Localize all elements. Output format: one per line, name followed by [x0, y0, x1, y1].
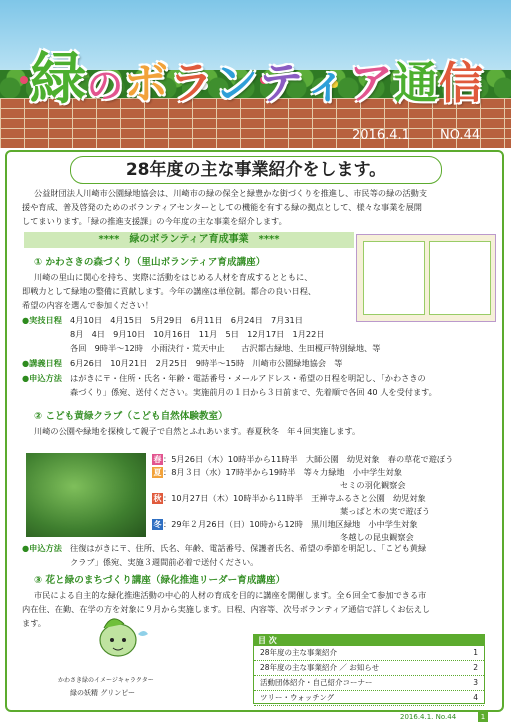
season-badge: 秋 — [153, 494, 162, 503]
session-row — [152, 465, 402, 479]
intro-line: してまいります。「緑の推進支援課」の今年度の主な事業を紹介します。 — [22, 216, 287, 226]
practice-label: ●実技日程 — [22, 315, 62, 325]
title-char: 緑 — [30, 47, 87, 112]
page-number: 1 — [478, 712, 488, 722]
section-heading: ② こども黄緑クラブ（こども自然体験教室） — [34, 411, 228, 422]
intro-line: 公益財団法人川崎市公園緑地協会は、川崎市の緑の保全と緑豊かな街づくりを推進し、市民等の緑の活動支 — [34, 188, 428, 198]
toc-label: ツリー・ウォッチング — [260, 693, 335, 702]
title-char: ィ — [304, 58, 350, 109]
session-row — [152, 452, 453, 466]
mascot-illustration — [78, 610, 158, 680]
toc-page: 3 — [473, 678, 478, 687]
apply-line: はがきに〒・住所・氏名・年齢・電話番号・メールアドレス・希望の日程を明記し、「かわさきの — [70, 373, 426, 383]
title-char: ン — [214, 58, 260, 109]
toc-title: 目 次 — [254, 635, 484, 646]
body-line: 川崎の公園や緑地を探検して親子で自然とふれあいます。春夏秋冬 年４回実施します。 — [34, 426, 361, 436]
wing-icon — [138, 631, 148, 636]
session-text: 葉っぱと木の実で遊ぼう — [340, 506, 431, 516]
title-char: テ — [259, 58, 305, 109]
body-line: 川崎の里山に関心を持ち、実際に活動をはじめる人材を育成するとともに、 — [34, 272, 313, 282]
mascot-caption: 緑の妖精 グリンピー — [70, 689, 135, 697]
season-badge: 夏 — [153, 468, 162, 477]
title-char: ア — [349, 58, 395, 109]
section-heading: ③ 花と緑のまちづくり講座（緑化推進リーダー育成講座） — [34, 575, 286, 586]
session-text: 冬越しの昆虫観察会 — [340, 532, 414, 542]
issue-number: NO.44 — [440, 128, 481, 143]
flower-decoration — [20, 76, 28, 84]
session-text: ：5月26日（木）10時半から11時半 大師公園 幼児対象 春の草花で遊ぼう — [163, 454, 454, 464]
mascot-eye — [110, 638, 114, 642]
session-text: ：29年２月26日（日）10時から12時 黒川地区緑地 小中学生対象 — [163, 519, 418, 529]
session-row — [340, 478, 406, 492]
toc-rows — [254, 646, 484, 706]
apply-label: ●申込方法 — [22, 543, 62, 553]
masthead-banner — [0, 0, 511, 148]
toc-label: 28年度の主な事業紹介 — [260, 648, 338, 657]
flyer-page-icon — [363, 241, 425, 315]
mascot-caption: かわさき緑のイメージキャラクター — [58, 677, 154, 684]
mascot-eye — [122, 638, 126, 642]
toc-row[interactable] — [254, 646, 484, 661]
children-nature-photo — [26, 453, 146, 537]
toc-row[interactable] — [254, 676, 484, 691]
session-row — [152, 517, 418, 531]
lecture-label: ●講義日程 — [22, 358, 62, 368]
season-badge: 冬 — [153, 520, 162, 529]
apply-line: 往復はがきに〒、住所、氏名、年齢、電話番号、保護者氏名、希望の季節を明記し、「こども黄緑 — [70, 543, 427, 553]
issue-date: 2016.4.1 — [352, 128, 410, 143]
body-line: 希望の内容を選んで参加ください！ — [22, 300, 154, 310]
toc-row[interactable] — [254, 691, 484, 706]
intro-line: 援や育成、普及啓発のためのボランティアセンターとしての機能を有する緑の拠点として、様々な事業を展開 — [22, 202, 422, 212]
body-line: 市民による自主的な緑化推進活動の中心的人材の育成を目的に講座を開催します。全６回全て参加できる市 — [34, 590, 427, 600]
title-char: ボ — [124, 58, 170, 109]
footer-issue: 2016.4.1. No.44 — [400, 713, 457, 721]
section-banner: **** 緑のボランティア育成事業 **** — [24, 232, 354, 248]
flyer-page-icon — [429, 241, 491, 315]
toc-page: 4 — [473, 693, 478, 702]
toc-page: 1 — [473, 648, 478, 657]
table-of-contents — [253, 634, 485, 704]
session-text: ：10月27日（木）10時半から11時半 王禅寺ふるさと公園 幼児対象 — [163, 493, 426, 503]
toc-label: 活動団体紹介・自己紹介コーナー — [260, 678, 373, 687]
masthead-title — [30, 35, 484, 115]
title-char: 信 — [439, 58, 485, 109]
schedule-row: 4月10日 4月15日 5月29日 6月11日 6月24日 7月31日 — [70, 315, 303, 325]
session-row — [340, 504, 430, 518]
headline: 28年度の主な事業紹介をします。 — [70, 156, 442, 184]
apply-line: クラブ」係宛、実施３週間前必着で送付ください。 — [70, 557, 259, 567]
body-line: 即戦力として緑地の整備に貢献します。今年の講座は単位制。都合の良い日程、 — [22, 286, 317, 296]
course-flyer-thumbnail — [356, 234, 496, 322]
session-text: セミの羽化観察会 — [340, 480, 406, 490]
toc-page: 2 — [473, 663, 478, 672]
body-line: ます。 — [22, 618, 46, 628]
toc-label: 28年度の主な事業紹介 ／ お知らせ — [260, 663, 380, 672]
schedule-row: 6月26日 10月21日 2月25日 9時半～15時 川崎市公園緑地協会 等 — [70, 358, 343, 368]
mascot-head — [100, 624, 136, 656]
title-char: の — [87, 66, 125, 107]
toc-row[interactable] — [254, 661, 484, 676]
title-char: 通 — [394, 58, 440, 109]
body-line: 内在住、在勤、在学の方を対象に９月から実施します。日程、内容等、次号ボランティア通信で詳しくお伝えし — [22, 604, 431, 614]
title-char: ラ — [169, 58, 215, 109]
session-row — [152, 491, 426, 505]
schedule-row: 各回 9時半～12時 小雨決行・荒天中止 古沢都古緑地、生田榎戸特別緑地、等 — [70, 343, 381, 353]
apply-label: ●申込方法 — [22, 373, 62, 383]
schedule-row: 8月 4日 9月10日 10月16日 11月 5日 12月17日 1月22日 — [70, 329, 325, 339]
section-heading: ① かわさきの森づくり（里山ボランティア育成講座） — [34, 257, 266, 268]
season-badge: 春 — [153, 455, 162, 464]
apply-line: 森づくり」係宛、送付ください。実施前月の１日から３日前まで、先着順で各回 40 人を受付ます。 — [70, 387, 437, 397]
session-text: ：8月３日（水）17時半から19時半 等々力緑地 小中学生対象 — [163, 467, 402, 477]
